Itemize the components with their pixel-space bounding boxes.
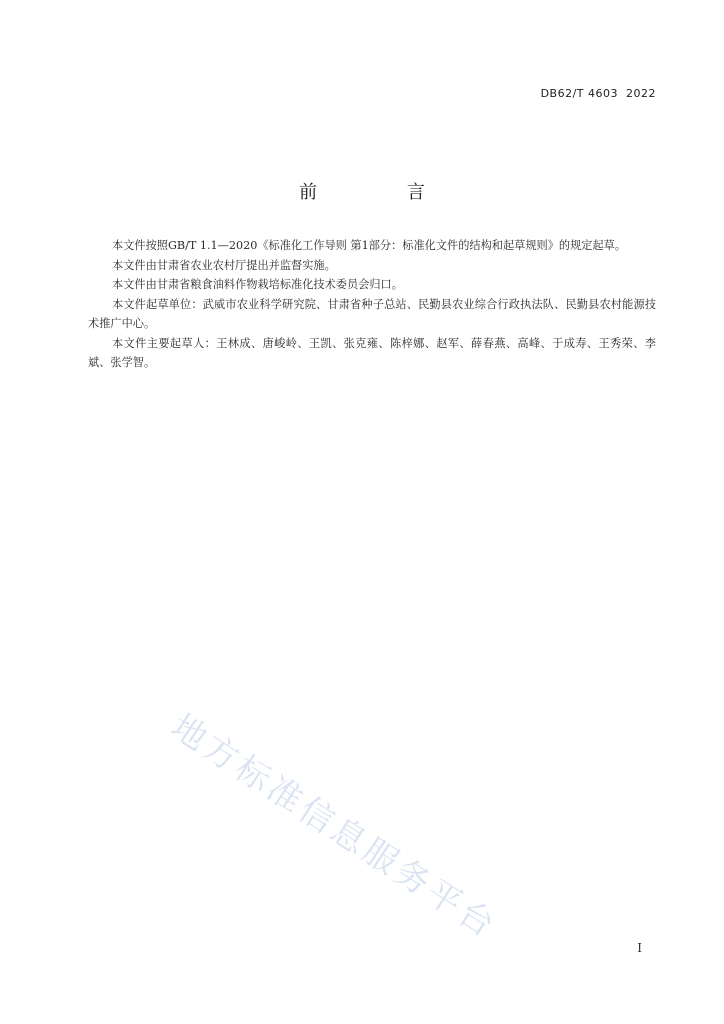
watermark: 地方标准信息服务平台 [163,706,505,948]
paragraph-drafters: 本文件主要起草人：王林成、唐峻岭、王凯、张克雍、陈梓娜、赵军、薛春燕、高峰、于成寿、王秀荣、李斌、张学智。 [88,336,656,369]
paragraph-drafting-units: 本文件起草单位：武威市农业科学研究院、甘肃省种子总站、民勤县农业综合行政执法队、民勤县农村能源技术推广中心。 [88,297,656,330]
section-title: 前 言 [299,182,467,203]
foreword-body [88,236,656,373]
paragraph-proposer: 本文件由甘肃省农业农村厅提出并监督实施。 [112,258,336,272]
standard-code: DB62/T 4603 2022 [540,87,656,100]
page-number: I [637,941,642,955]
paragraph-responsible-committee: 本文件由甘肃省粮食油料作物栽培标准化技术委员会归口。 [112,278,403,291]
paragraph-drafting-basis: 本文件按照GB/T 1.1—2020《标准化工作导则 第1部分：标准化文件的结构和起草规则》的规定起草。 [112,239,627,252]
